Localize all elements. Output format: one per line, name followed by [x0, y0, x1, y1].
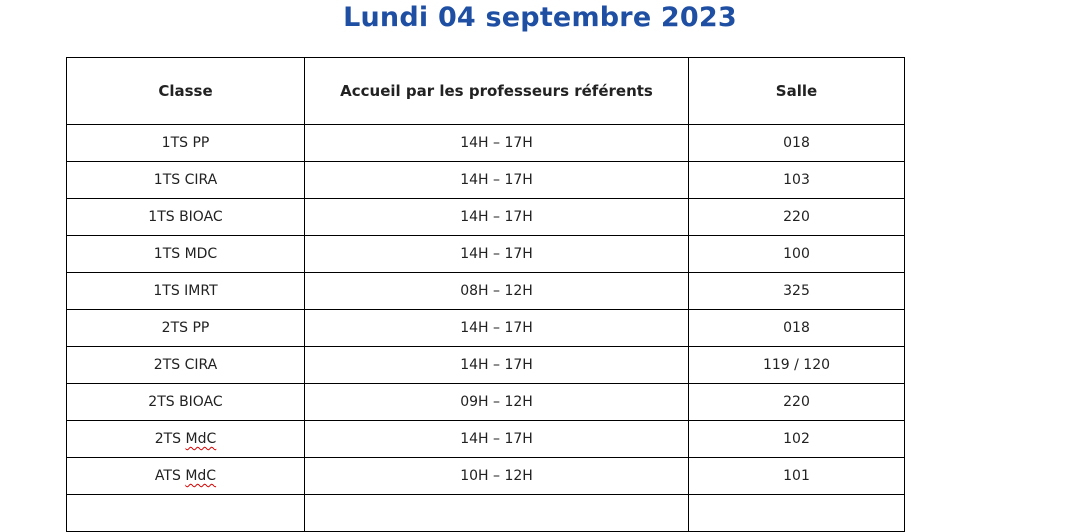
table-row [67, 236, 905, 273]
classe-text: 1TS IMRT [153, 283, 218, 299]
table-row [67, 458, 905, 495]
cell-horaire: 14H – 17H [305, 125, 689, 162]
table-header-row [67, 58, 905, 125]
classe-text: 2TS BIOAC [148, 394, 223, 410]
cell-classe [67, 458, 305, 495]
spellcheck-marked-text: MdC [185, 468, 217, 484]
cell-classe [67, 199, 305, 236]
page-title: Lundi 04 septembre 2023 [343, 2, 737, 33]
table-row [67, 421, 905, 458]
cell-salle: 325 [689, 273, 905, 310]
cell-horaire: 08H – 12H [305, 273, 689, 310]
cell-salle: 119 / 120 [689, 347, 905, 384]
cell-salle: 220 [689, 199, 905, 236]
cell-salle: 102 [689, 421, 905, 458]
cell-classe [67, 273, 305, 310]
cell-classe [67, 310, 305, 347]
column-header-accueil: Accueil par les professeurs référents [305, 58, 689, 125]
table-row [67, 273, 905, 310]
table-row [67, 310, 905, 347]
schedule-table [66, 57, 905, 532]
classe-text: 1TS MDC [153, 246, 218, 262]
cell-classe [67, 495, 305, 532]
cell-classe [67, 236, 305, 273]
cell-horaire: 10H – 12H [305, 458, 689, 495]
cell-horaire: 14H – 17H [305, 347, 689, 384]
table-row [67, 384, 905, 421]
table-row [67, 199, 905, 236]
cell-horaire: 14H – 17H [305, 310, 689, 347]
classe-text: 1TS PP [161, 135, 210, 151]
cell-salle: 101 [689, 458, 905, 495]
cell-horaire [305, 495, 689, 532]
cell-classe [67, 347, 305, 384]
classe-text: 1TS CIRA [153, 172, 218, 188]
table-row [67, 495, 905, 532]
cell-salle: 103 [689, 162, 905, 199]
classe-text: 2TS PP [161, 320, 210, 336]
classe-text: ATS [154, 468, 186, 484]
cell-horaire: 14H – 17H [305, 162, 689, 199]
cell-horaire: 14H – 17H [305, 236, 689, 273]
table-row [67, 162, 905, 199]
classe-text: 2TS [154, 431, 186, 447]
cell-classe [67, 384, 305, 421]
cell-horaire: 09H – 12H [305, 384, 689, 421]
cell-salle: 018 [689, 125, 905, 162]
cell-salle [689, 495, 905, 532]
column-header-classe: Classe [67, 58, 305, 125]
cell-horaire: 14H – 17H [305, 421, 689, 458]
classe-text: 2TS CIRA [153, 357, 218, 373]
cell-horaire: 14H – 17H [305, 199, 689, 236]
table-row [67, 347, 905, 384]
cell-salle: 018 [689, 310, 905, 347]
cell-classe [67, 162, 305, 199]
cell-classe [67, 125, 305, 162]
column-header-salle: Salle [689, 58, 905, 125]
cell-classe [67, 421, 305, 458]
table-row [67, 125, 905, 162]
cell-salle: 220 [689, 384, 905, 421]
cell-salle: 100 [689, 236, 905, 273]
spellcheck-marked-text: MdC [185, 431, 217, 447]
classe-text: 1TS BIOAC [148, 209, 223, 225]
